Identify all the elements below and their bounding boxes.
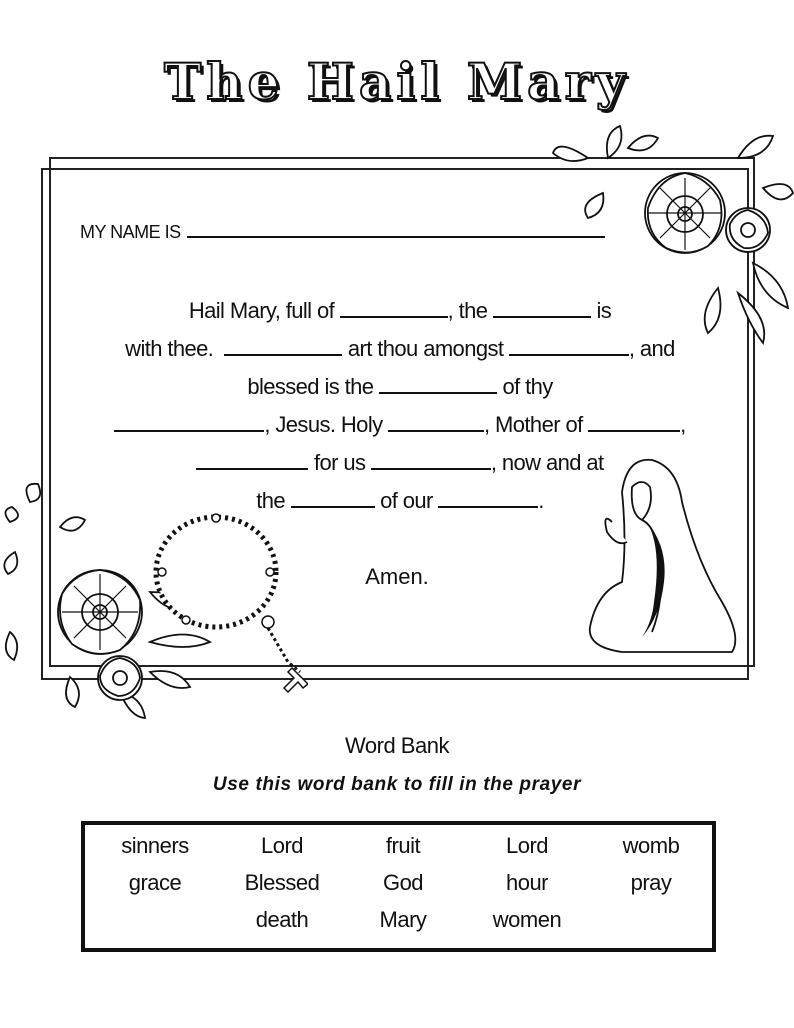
- prayer-text-segment: , Jesus. Holy: [264, 412, 383, 437]
- word-bank-word: Lord: [260, 833, 304, 858]
- rosary-icon: [148, 512, 308, 702]
- fill-blank-8[interactable]: [588, 414, 680, 432]
- prayer-line-4: [60, 409, 740, 447]
- prayer-text-segment: , the: [447, 298, 488, 323]
- prayer-text-segment: Hail Mary, full of: [188, 298, 335, 323]
- word-bank-word: sinners: [121, 833, 189, 858]
- word-bank-word: hour: [505, 870, 549, 895]
- prayer-text-segment: , Mother of: [484, 412, 583, 437]
- fill-blank-12[interactable]: [438, 490, 538, 508]
- page-title: The Hail Mary: [164, 52, 630, 111]
- prayer-text-segment: the: [256, 488, 286, 513]
- leaf-icon: [553, 147, 588, 161]
- word-bank-box: [81, 821, 716, 952]
- prayer-text-segment: , now and at: [490, 450, 604, 475]
- fill-blank-11[interactable]: [291, 490, 375, 508]
- word-bank-word: pray: [630, 870, 672, 895]
- word-bank-word: womb: [622, 833, 680, 858]
- prayer-text-segment: art thou amongst: [347, 336, 504, 361]
- word-bank-word: death: [255, 907, 309, 932]
- prayer-text-segment: .: [538, 488, 544, 513]
- fill-blank-7[interactable]: [388, 414, 484, 432]
- word-bank-word: Blessed: [244, 870, 320, 895]
- fill-blank-5[interactable]: [379, 376, 497, 394]
- word-bank-word: fruit: [385, 833, 421, 858]
- prayer-text-segment: with thee.: [125, 336, 214, 361]
- name-row: [80, 222, 605, 243]
- word-bank-title: Word Bank: [345, 733, 449, 758]
- prayer-text-segment: of our: [380, 488, 433, 513]
- prayer-text-segment: blessed is the: [247, 374, 374, 399]
- prayer-text-segment: ,: [680, 412, 686, 437]
- fill-blank-10[interactable]: [371, 452, 491, 470]
- word-bank-word: God: [382, 870, 424, 895]
- name-blank[interactable]: [187, 224, 605, 238]
- prayer-text-segment: is: [596, 298, 612, 323]
- word-bank-word: women: [492, 907, 562, 932]
- flower-decoration-icon: [548, 118, 794, 348]
- fill-blank-6[interactable]: [114, 414, 264, 432]
- amen-text: Amen.: [365, 564, 429, 589]
- word-bank-instruction: Use this word bank to fill in the prayer: [212, 774, 582, 795]
- prayer-text-segment: of thy: [502, 374, 553, 399]
- word-bank-word: Lord: [505, 833, 549, 858]
- fill-blank-3[interactable]: [224, 338, 342, 356]
- prayer-text-segment: for us: [313, 450, 366, 475]
- word-bank-word: grace: [128, 870, 182, 895]
- fill-blank-9[interactable]: [196, 452, 308, 470]
- prayer-line-3: [60, 371, 740, 409]
- name-label: MY NAME IS: [80, 222, 181, 242]
- word-bank-word: Mary: [379, 907, 427, 932]
- fill-blank-1[interactable]: [340, 300, 448, 318]
- prayer-text-segment: , and: [628, 336, 675, 361]
- praying-mary-icon: [582, 452, 746, 662]
